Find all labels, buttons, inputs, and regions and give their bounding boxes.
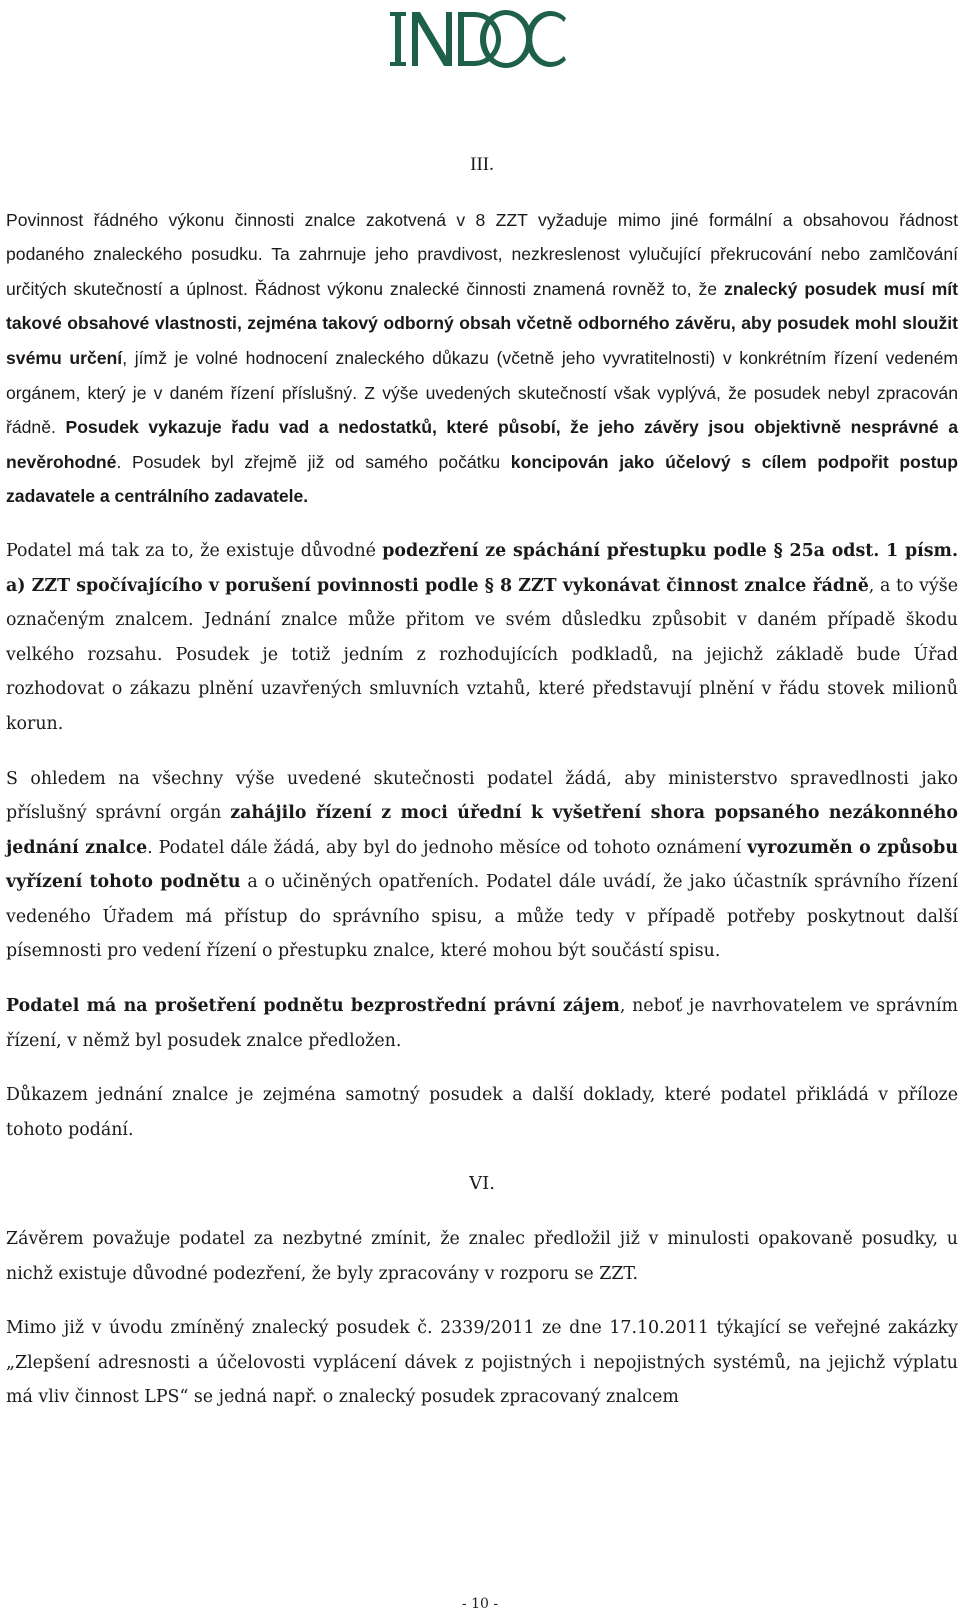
bold-text: zahájilo řízení z moci úřední k vyšetření shora popsaného nezákonného jednání znalce — [6, 803, 958, 858]
paragraph — [6, 1311, 958, 1415]
section-heading-iii: III. — [470, 154, 494, 175]
text-run: a o učiněných opatřeních. Podatel dále uvádí, že jako účastník správního řízení vedeného Úřadem má přístup do správního spisu, a může tedy v případě potřeby poskytnout další písemnosti pro vedení řízení o přestupku znalce, které mohou být součástí spisu. — [6, 872, 958, 962]
text-run: . Posudek byl zřejmě již od samého počátku — [116, 451, 511, 472]
text-run: , neboť je navrhovatelem ve správním řízení, v němž byl posudek znalce předložen. — [6, 996, 958, 1051]
text-run: Povinnost řádného výkonu činnosti znalce zakotvená v 8 ZZT vyžaduje mimo jiné formální a obsahovou řádnost podaného znaleckého posudku. Ta zahrnuje jeho pravdivost, nezkreslenost vylučující překrucování nebo zamlčování určitých skutečností a úplnost. Řádnost výkonu znalecké činnosti znamená rovněž to, že — [6, 209, 958, 299]
text-run: . Podatel dále žádá, aby byl do jednoho měsíce od tohoto oznámení — [147, 837, 748, 858]
text-run: S ohledem na všechny výše uvedené skutečnosti podatel žádá, aby ministerstvo spravedlnosti jako příslušný správní orgán — [6, 768, 958, 824]
text-run: Závěrem považuje podatel za nezbytné zmínit, že znalec předložil již v minulosti opakovaně posudky, u nichž existuje důvodné podezření, že byly zpracovány v rozporu se ZZT. — [6, 1229, 958, 1284]
text-run: , jímž je volné hodnocení znaleckého důkazu (včetně jeho vyvratitelnosti) v konkrétním řízení vedeném orgánem, který je v daném řízení příslušný. Z výše uvedených skutečností však vyplývá, že posudek nebyl zpracován řádně. — [6, 347, 959, 438]
paragraph — [6, 989, 958, 1058]
bold-text: znalecký posudek musí mít takové obsahové vlastnosti, zejména takový odborný obsah včetně odborného závěru, aby posudek mohl sloužit svému určení — [6, 278, 958, 368]
paragraph — [6, 1222, 958, 1291]
text-run: Podatel má tak za to, že existuje důvodné — [6, 540, 383, 561]
page-number: - 10 - — [461, 1596, 499, 1612]
paragraph — [6, 534, 958, 742]
text-run: Mimo již v úvodu zmíněný znalecký posudek č. 2339/2011 ze dne 17.10.2011 týkající se veřejné zakázky „Zlepšení adresnosti a účelovosti vyplácení dávek z pojistných i nepojistných systémů, na jejichž výplatu má vliv činnost LPS“ se jedná např. o znalecký posudek zpracovaný znalcem — [6, 1318, 958, 1408]
bold-text: vyrozuměn o způsobu vyřízení tohoto podnětu — [6, 837, 958, 893]
paragraph — [6, 762, 958, 970]
indoc-logo — [384, 6, 570, 72]
indoc-logo-icon — [384, 6, 570, 72]
paragraph — [6, 203, 958, 514]
text-run: Důkazem jednání znalce je zejména samotný posudek a další doklady, které podatel přikládá v příloze tohoto podání. — [6, 1085, 958, 1140]
bold-text: podezření ze spáchání přestupku podle § 25a odst. 1 písm. a) ZZT spočívajícího v porušení povinnosti podle § 8 ZZT vykonávat činnost znalce řádně — [6, 540, 958, 596]
section-heading-vi: VI. — [469, 1173, 495, 1195]
paragraph — [6, 1078, 958, 1147]
bold-text: Podatel má na prošetření podnětu bezprostřední právní zájem — [6, 996, 620, 1017]
text-run: , a to výše označeným znalcem. Jednání znalce může přitom ve svém důsledku způsobit v daném případě škodu velkého rozsahu. Posudek je totiž jedním z rozhodujících podkladů, na jejichž základě bude Úřad rozhodovat o zákazu plnění uzavřených smluvních vztahů, které představují plnění v řádu stovek milionů korun. — [6, 575, 958, 734]
bold-text: koncipován jako účelový s cílem podpořit postup zadavatele a centrálního zadavatele. — [6, 451, 958, 507]
document-body — [6, 148, 958, 1435]
bold-text: Posudek vykazuje řadu vad a nedostatků, které působí, že jeho závěry jsou objektivně nesprávné a nevěrohodné — [6, 417, 958, 472]
